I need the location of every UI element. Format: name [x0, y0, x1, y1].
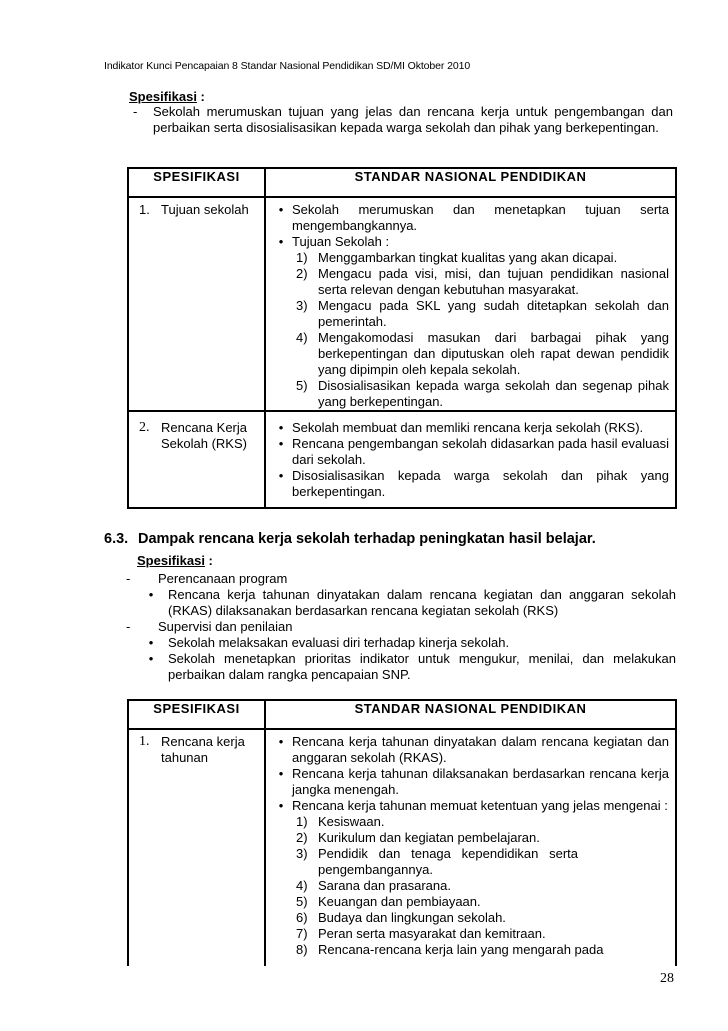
- section-title: 6.3. Dampak rencana kerja sekolah terhadap peningkatan hasil belajar.: [104, 531, 596, 547]
- list-item: • Sekolah melaksakan evaluasi diri terhadap kinerja sekolah.: [148, 635, 510, 650]
- snp-table-2: [127, 699, 677, 966]
- list-item: - Perencanaan program: [126, 571, 288, 586]
- standard-cell: • Sekolah membuat dan memliki rencana kerja sekolah (RKS). • Rencana pengembangan sekolah didasarkan pada hasil evaluasi dari sekolah. • Disosialisasikan kepada warga sekolah dan pihak yang berkepentingan.: [265, 411, 676, 508]
- spesifikasi-label: Spesifikasi :: [129, 89, 205, 104]
- table-row: [128, 729, 676, 966]
- standard-cell: • Rencana kerja tahunan dinyatakan dalam rencana kegiatan dan anggaran sekolah (RKAS). • Rencana kerja tahunan dilaksanakan berdasarkan rencana kerja jangka menengah. • Rencana kerja tahunan memuat ketentuan yang jelas mengenai : 1) Kesiswaan. 2) Kurikulum dan kegiatan pembelajaran. 3) Pendidik dan tenaga kependidikan serta pengembangannya. 4) Sarana dan prasarana. 5) Keuangan dan pembiayaan. 6) Budaya dan lingkungan sekolah. 7) Peran serta masyarakat dan kemitraan. 8) Rencana-rencana kerja lain yang mengarah pada: [265, 729, 676, 966]
- top-spec-list: [133, 104, 673, 136]
- list-item: - Sekolah merumuskan tujuan yang jelas dan rencana kerja untuk pengembangan dan perbaikan serta disosialisasikan kepada warga sekolah dan pihak yang berkepentingan.: [133, 104, 673, 135]
- snp-table-1: [127, 167, 677, 509]
- page-header: Indikator Kunci Pencapaian 8 Standar Nasional Pendidikan SD/MI Oktober 2010: [104, 60, 471, 72]
- list-item: • Sekolah menetapkan prioritas indikator untuk mengukur, menilai, dan melakukan perbaikan dalam rangka pencapaian SNP.: [148, 651, 676, 682]
- table-row: [128, 411, 676, 508]
- column-header-spesifikasi: SPESIFIKASI: [128, 700, 265, 729]
- table-row: [128, 197, 676, 411]
- column-header-standar: STANDAR NASIONAL PENDIDIKAN: [265, 168, 676, 197]
- column-header-standar: STANDAR NASIONAL PENDIDIKAN: [265, 700, 676, 729]
- page-number: 28: [660, 971, 674, 986]
- column-header-spesifikasi: SPESIFIKASI: [128, 168, 265, 197]
- list-item: - Supervisi dan penilaian: [126, 619, 293, 634]
- spec-cell: 2. Rencana Kerja Sekolah (RKS): [128, 411, 265, 508]
- standard-cell: • Sekolah merumuskan dan menetapkan tujuan serta mengembangkannya. • Tujuan Sekolah : 1) Menggambarkan tingkat kualitas yang akan dicapai. 2) Mengacu pada visi, misi, dan tujuan pendidikan nasional serta relevan dengan kebutuhan masyarakat. 3) Mengacu pada SKL yang sudah ditetapkan sekolah dan pemerintah. 4) Mengakomodasi masukan dari barbagai pihak yang berkepentingan dan diputuskan oleh rapat dewan pendidik yang dipimpin oleh kepala sekolah. 5) Disosialisasikan kepada warga sekolah dan segenap pihak yang berkepentingan.: [265, 197, 676, 411]
- spesifikasi-label: Spesifikasi :: [137, 553, 213, 568]
- list-item: • Rencana kerja tahunan dinyatakan dalam rencana kegiatan dan anggaran sekolah (RKAS) dilaksanakan berdasarkan rencana kegiatan sekolah (RKS): [148, 587, 676, 618]
- spec-cell: 1. Rencana kerja tahunan: [128, 729, 265, 966]
- mid-spec-list: [126, 571, 676, 683]
- spec-cell: 1. Tujuan sekolah: [128, 197, 265, 411]
